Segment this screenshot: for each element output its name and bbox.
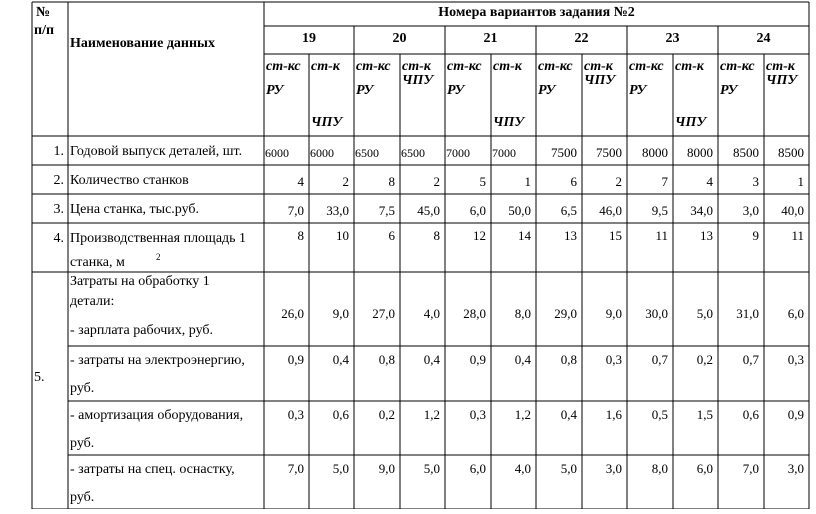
- table-cell-value: 7000: [446, 146, 470, 160]
- row-number: 2.: [53, 173, 64, 188]
- table-cell-value: 5: [479, 174, 486, 189]
- table-cell-value: 9: [752, 228, 759, 243]
- table-cell-value: 0,9: [287, 352, 304, 367]
- machine-type-label: РУ: [266, 83, 284, 98]
- table-cell-value: 3: [752, 174, 759, 189]
- table-cell-value: 7500: [596, 145, 622, 160]
- table-cell-value: 3,0: [742, 203, 759, 218]
- table-cell-value: 0,6: [742, 407, 759, 422]
- table-cell-value: 27,0: [372, 306, 395, 321]
- table-cell-value: 0,5: [651, 407, 668, 422]
- subrow-name: - затраты на спец. оснастку,: [70, 462, 235, 477]
- table-cell-value: 6500: [401, 146, 425, 160]
- table-cell-value: 6: [570, 174, 577, 189]
- table-cell-value: 0,3: [469, 407, 486, 422]
- num-header: п/п: [34, 23, 55, 38]
- variant-number: 23: [665, 31, 680, 46]
- machine-type-label: ст-к: [402, 59, 431, 74]
- machine-type-label: ст-кс: [356, 59, 391, 74]
- table-cell-value: 1: [797, 174, 804, 189]
- row-number: 4.: [53, 231, 64, 246]
- variant-number: 24: [756, 31, 771, 46]
- table-cell-value: 4,0: [423, 306, 440, 321]
- table-cell-value: 13: [564, 228, 577, 243]
- table-cell-value: 9,0: [332, 306, 349, 321]
- table-cell-value: 8: [388, 174, 395, 189]
- table-cell-value: 8: [433, 228, 440, 243]
- table-cell-value: 4: [297, 174, 304, 189]
- table-cell-value: 40,0: [781, 203, 804, 218]
- machine-type-label: РУ: [356, 83, 374, 98]
- row-name: детали:: [70, 294, 115, 309]
- table-cell-value: 3,0: [787, 461, 804, 476]
- table-cell-value: 5,0: [423, 461, 440, 476]
- table-cell-value: 8,0: [514, 306, 531, 321]
- row-name: Годовой выпуск деталей, шт.: [70, 144, 243, 159]
- table-cell-value: 0,6: [332, 407, 349, 422]
- machine-type-label: ЧПУ: [766, 73, 798, 88]
- table-cell-value: 8000: [642, 145, 668, 160]
- table-cell-value: 0,8: [560, 352, 577, 367]
- table-cell-value: 46,0: [599, 203, 622, 218]
- table-cell-value: 4,0: [514, 461, 531, 476]
- machine-type-label: ст-кс: [447, 59, 482, 74]
- table-cell-value: 6,0: [469, 203, 486, 218]
- table-cell-value: 6,0: [469, 461, 486, 476]
- row-number: 3.: [53, 202, 64, 217]
- table-cell-value: 1,2: [514, 407, 531, 422]
- table-cell-value: 8500: [778, 145, 804, 160]
- table-cell-value: 8: [297, 228, 304, 243]
- machine-type-label: ст-кс: [629, 59, 664, 74]
- machine-type-label: ст-к: [675, 59, 704, 74]
- machine-type-label: ЧПУ: [584, 73, 616, 88]
- row-name: Цена станка, тыс.руб.: [70, 202, 200, 217]
- table-cell-value: 0,4: [332, 352, 349, 367]
- table-cell-value: 2: [342, 174, 349, 189]
- table-cell-value: 8000: [687, 145, 713, 160]
- table-cell-value: 12: [473, 228, 486, 243]
- variant-number: 21: [483, 31, 498, 46]
- table-cell-value: 9,0: [378, 461, 395, 476]
- table-cell-value: 7,0: [287, 203, 304, 218]
- table-cell-value: 45,0: [417, 203, 440, 218]
- table-cell-value: 9,0: [605, 306, 622, 321]
- table-cell-value: 33,0: [326, 203, 349, 218]
- table-cell-value: 31,0: [736, 306, 759, 321]
- table-cell-value: 8,0: [651, 461, 668, 476]
- table-cell-value: 2: [615, 174, 622, 189]
- table-cell-value: 4: [706, 174, 713, 189]
- row-number: 5.: [34, 370, 45, 385]
- table-cell-value: 0,3: [787, 352, 804, 367]
- table-cell-value: 28,0: [463, 306, 486, 321]
- table-cell-value: 30,0: [645, 306, 668, 321]
- table-cell-value: 7,0: [742, 461, 759, 476]
- table-cell-value: 0,4: [423, 352, 440, 367]
- num-header: №: [36, 5, 51, 20]
- machine-type-label: РУ: [447, 83, 465, 98]
- table-cell-value: 0,3: [605, 352, 622, 367]
- machine-type-label: РУ: [538, 83, 556, 98]
- machine-type-label: ст-к: [493, 59, 522, 74]
- table-cell-value: 0,7: [651, 352, 668, 367]
- table-cell-value: 1: [524, 174, 531, 189]
- machine-type-label: ст-кс: [720, 59, 755, 74]
- table-cell-value: 6,0: [696, 461, 713, 476]
- row-name: Производственная площадь 1: [70, 231, 247, 246]
- table-cell-value: 5,0: [332, 461, 349, 476]
- machine-type-label: ст-кс: [266, 59, 301, 74]
- table-cell-value: 0,2: [378, 407, 395, 422]
- table-cell-value: 11: [791, 228, 804, 243]
- table-cell-value: 1,6: [605, 407, 622, 422]
- row-name: Количество станков: [70, 173, 189, 188]
- machine-type-label: ЧПУ: [402, 73, 434, 88]
- table-cell-value: 9,5: [651, 203, 668, 218]
- table-cell-value: 15: [609, 228, 622, 243]
- table-cell-value: 50,0: [508, 203, 531, 218]
- row-number: 1.: [53, 144, 64, 159]
- machine-type-label: ст-кс: [538, 59, 573, 74]
- table-cell-value: 6000: [265, 146, 289, 160]
- table-cell-value: 2: [433, 174, 440, 189]
- subrow-name: руб.: [70, 490, 95, 505]
- machine-type-label: РУ: [720, 83, 738, 98]
- machine-type-label: ЧПУ: [493, 115, 525, 130]
- table-cell-value: 7,5: [378, 203, 395, 218]
- subrow-name: - затраты на электроэнергию,: [70, 353, 245, 368]
- table-cell-value: 0,3: [287, 407, 304, 422]
- subrow-name: руб.: [70, 381, 95, 396]
- table-cell-value: 34,0: [690, 203, 713, 218]
- table-cell-value: 14: [518, 228, 531, 243]
- table-cell-value: 0,2: [696, 352, 713, 367]
- subrow-name: - зарплата рабочих, руб.: [70, 323, 214, 338]
- machine-type-label: ст-к: [311, 59, 340, 74]
- table-cell-value: 7: [661, 174, 668, 189]
- variant-number: 20: [392, 31, 407, 46]
- table-cell-value: 29,0: [554, 306, 577, 321]
- table-cell-value: 6,5: [560, 203, 577, 218]
- table-cell-value: 10: [336, 228, 349, 243]
- machine-type-label: ст-к: [766, 59, 795, 74]
- table-cell-value: 6: [388, 228, 395, 243]
- table-cell-value: 6,0: [787, 306, 804, 321]
- table-cell-value: 0,7: [742, 352, 759, 367]
- row-name: станка, м: [70, 255, 125, 270]
- table-cell-value: 8500: [733, 145, 759, 160]
- table-cell-value: 1,2: [423, 407, 440, 422]
- machine-type-label: ст-к: [584, 59, 613, 74]
- machine-type-label: ЧПУ: [311, 115, 343, 130]
- table-cell-value: 11: [655, 228, 668, 243]
- superscript: 2: [156, 252, 161, 262]
- variant-number: 22: [574, 31, 589, 46]
- table-cell-value: 6500: [355, 146, 379, 160]
- table-cell-value: 13: [700, 228, 713, 243]
- subrow-name: руб.: [70, 436, 95, 451]
- table-cell-value: 0,4: [560, 407, 577, 422]
- subrow-name: - амортизация оборудования,: [70, 408, 244, 423]
- table-cell-value: 0,4: [514, 352, 531, 367]
- table-cell-value: 7500: [551, 145, 577, 160]
- table-cell-value: 5,0: [696, 306, 713, 321]
- variant-number: 19: [302, 31, 316, 46]
- table-cell-value: 26,0: [281, 306, 304, 321]
- table-cell-value: 0,9: [469, 352, 486, 367]
- variants-title: Номера вариантов задания №2: [438, 5, 635, 20]
- table-cell-value: 0,8: [378, 352, 395, 367]
- machine-type-label: ЧПУ: [675, 115, 707, 130]
- table-cell-value: 7,0: [287, 461, 304, 476]
- table-cell-value: 3,0: [605, 461, 622, 476]
- name-header: Наименование данных: [70, 36, 215, 51]
- table-cell-value: 1,5: [696, 407, 713, 422]
- machine-type-label: РУ: [629, 83, 647, 98]
- table-cell-value: 0,9: [787, 407, 804, 422]
- row-name: Затраты на обработку 1: [70, 274, 210, 289]
- table-cell-value: 7000: [492, 146, 516, 160]
- table-cell-value: 6000: [310, 146, 334, 160]
- table-cell-value: 5,0: [560, 461, 577, 476]
